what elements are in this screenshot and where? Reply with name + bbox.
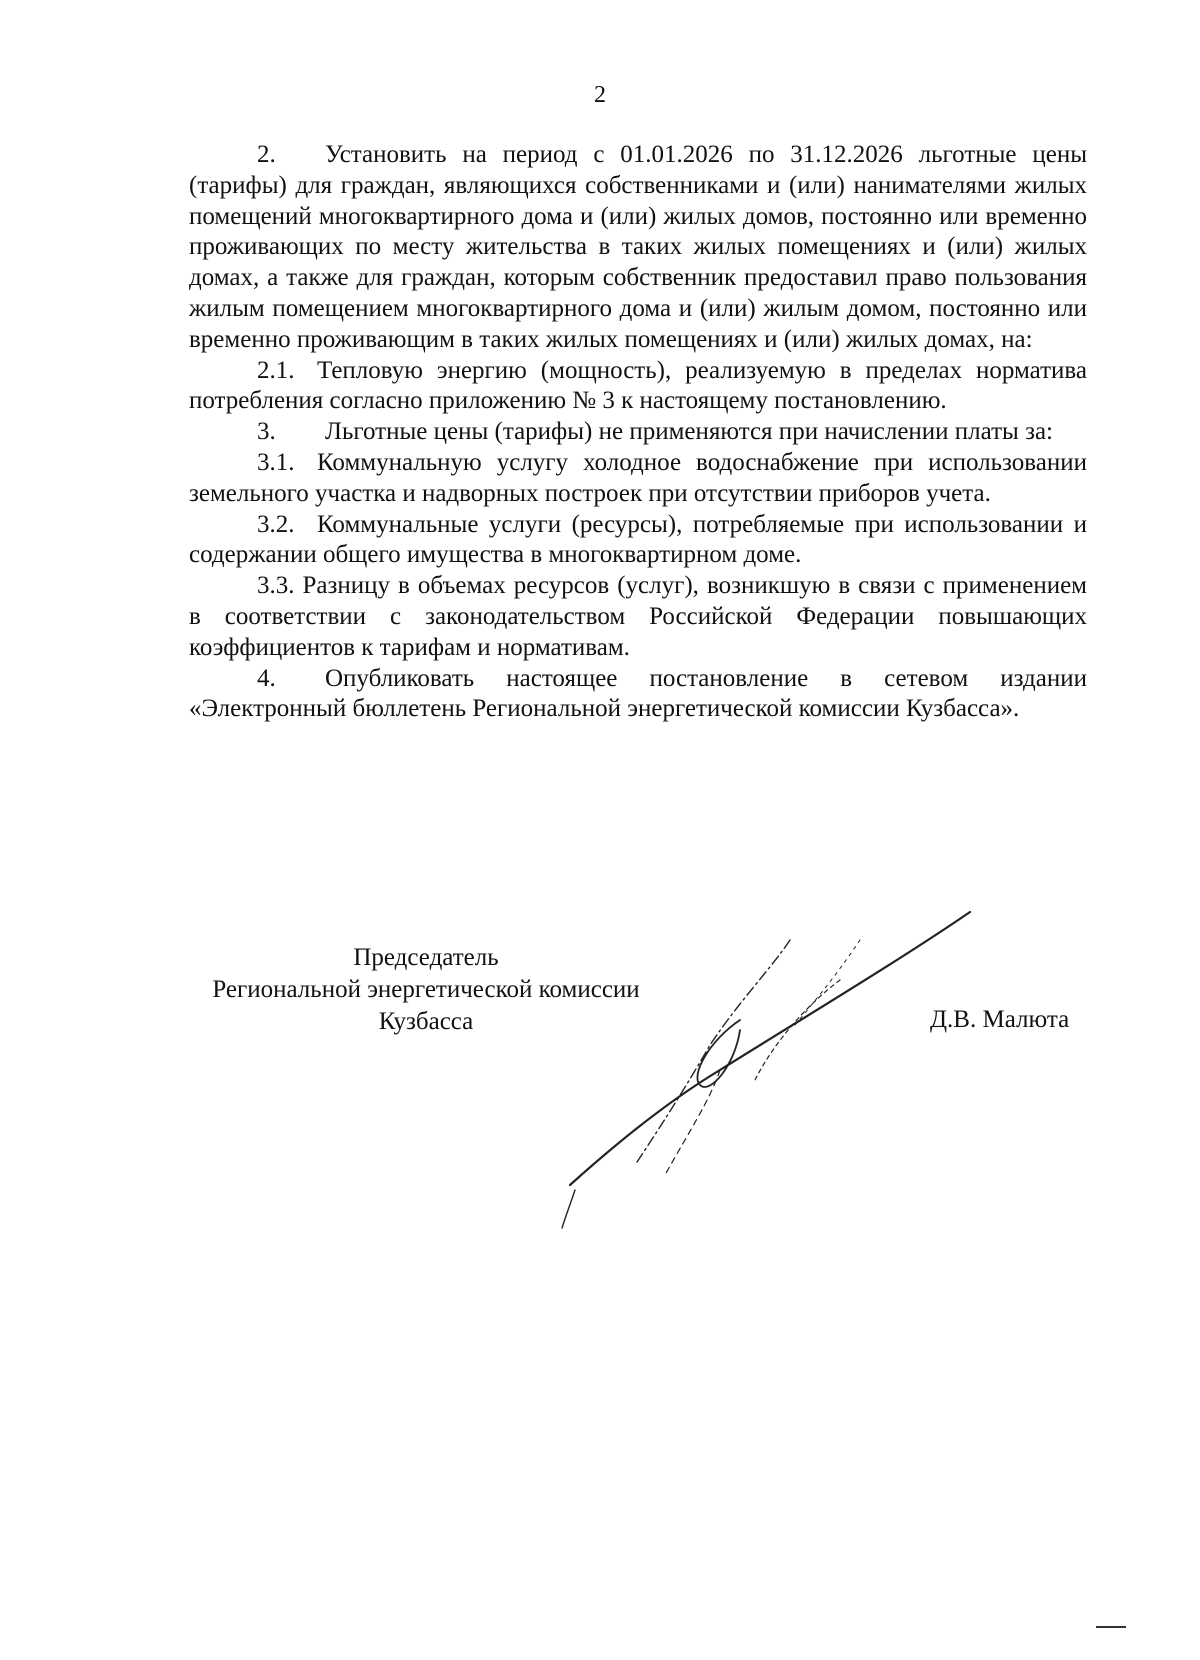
paragraph-number: 2.: [257, 141, 276, 168]
paragraph-text: Опубликовать настоящее постановление в сетевом издании «Электронный бюллетень Региональной энергетической комиссии Кузбасса».: [189, 664, 1087, 723]
paragraph-text: Коммунальную услугу холодное водоснабжение при использовании земельного участка и надворных построек при отсутствии приборов учета.: [189, 448, 1087, 507]
paragraph-number: 3.: [257, 418, 276, 446]
paragraph-text: Тепловую энергию (мощность), реализуемую в пределах норматива потребления согласно приложению № 3 к настоящему постановлению.: [189, 356, 1087, 415]
paragraph-3-3: [189, 571, 1087, 663]
paragraph-text: Установить на период с 01.01.2026 по 31.12.2026 льготные цены (тарифы) для граждан, являющихся собственниками и (или) нанимателями жилых помещений многоквартирного дома и (или) жилых домов, постоянно или временно проживающих по месту жительства в таких жилых помещениях и (или) жилых домах, а также для граждан, которым собственник предоставил право пользования жилым помещением многоквартирного дома и (или) жилым домом, постоянно или временно проживающим в таких жилых помещениях и (или) жилых домах, на:: [189, 141, 1087, 353]
document-body: [189, 140, 1087, 725]
paragraph-number: 2.1.: [257, 356, 295, 384]
signatory-organization-line: Региональной энергетической комиссии: [212, 976, 640, 1003]
signatory-region-line: Кузбасса: [378, 1008, 474, 1035]
paragraph-number: 3.1.: [257, 448, 295, 476]
paragraph-number: 3.3.: [257, 572, 295, 600]
scan-mark-line: [1096, 1625, 1126, 1629]
page-number: 2: [594, 82, 606, 108]
paragraph-text: Разницу в объемах ресурсов (услуг), возникшую в связи с применением в соответствии с законодательством Российской Федерации повышающих коэффициентов к тарифам и нормативам.: [189, 572, 1087, 661]
paragraph-text: Коммунальные услуги (ресурсы), потребляемые при использовании и содержании общего имущества в многоквартирном доме.: [189, 510, 1087, 569]
paragraph-number: 4.: [257, 664, 276, 692]
paragraph-4: [189, 664, 1087, 726]
paragraph-2: [189, 140, 1087, 356]
signatory-position-line: Председатель: [353, 944, 499, 971]
paragraph-2-1: [189, 356, 1087, 418]
paragraph-number: 3.2.: [257, 510, 295, 538]
paragraph-3-1: [189, 448, 1087, 510]
signer-name: Д.В. Малюта: [930, 1006, 1070, 1033]
paragraph-3-2: [189, 510, 1087, 572]
handwritten-signature: [540, 900, 980, 1240]
paragraph-text: Льготные цены (тарифы) не применяются при начислении платы за:: [325, 418, 1053, 446]
paragraph-3: [189, 417, 1087, 448]
